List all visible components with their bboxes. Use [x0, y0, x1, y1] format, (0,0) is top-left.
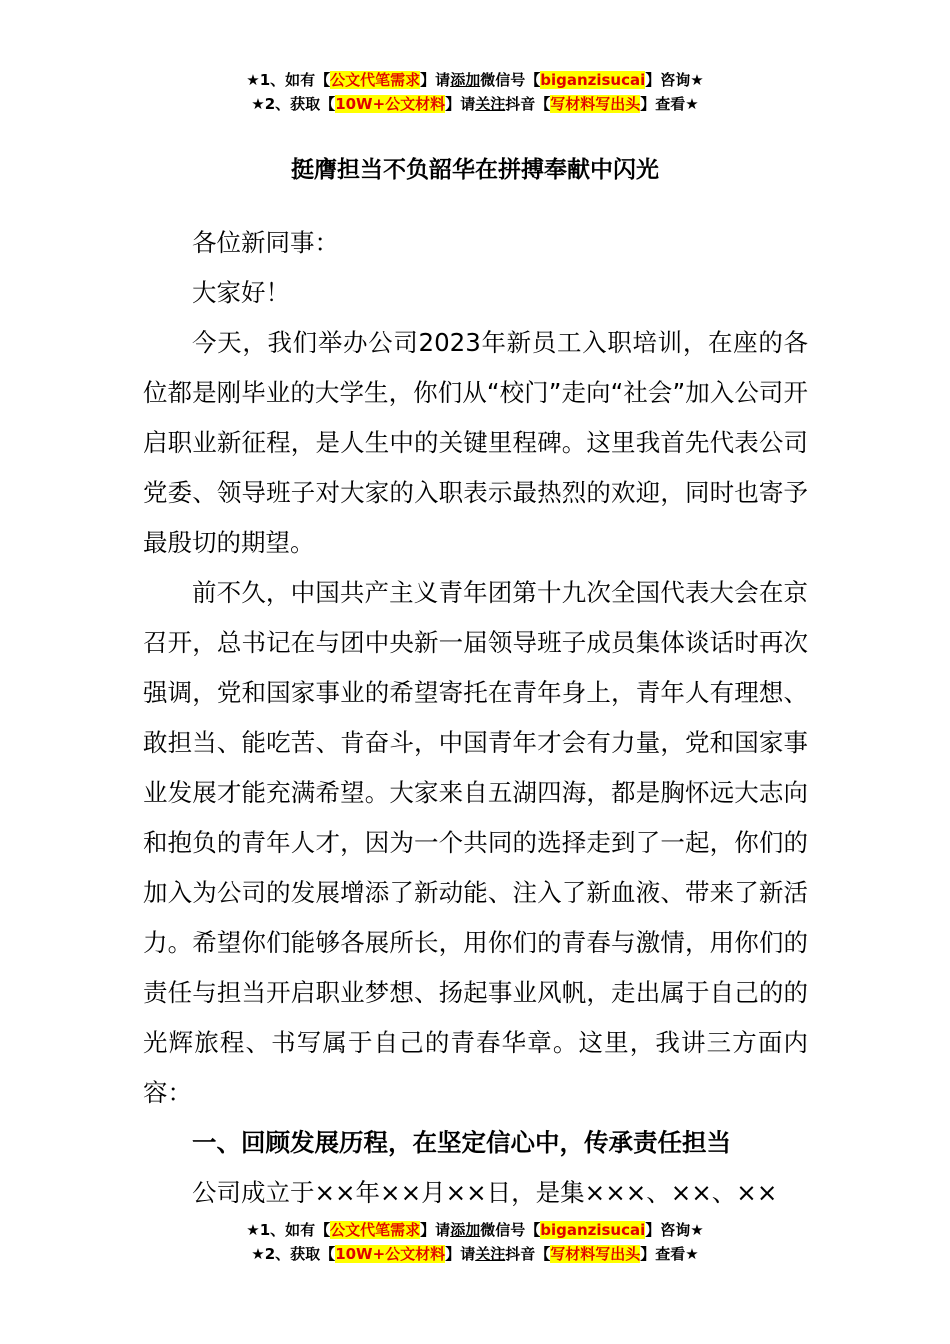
- promo-banner-top: [0, 68, 950, 116]
- promo-underline: 添加: [450, 1221, 481, 1239]
- promo-highlight: biganzisucai: [540, 71, 646, 89]
- promo-text: 抖音【: [505, 95, 551, 113]
- salutation: 各位新同事：: [192, 228, 339, 257]
- promo-text: ★2、获取【: [251, 1245, 336, 1263]
- promo-banner-bottom: [0, 1218, 950, 1266]
- document-body: [143, 218, 808, 1218]
- document-title: 挺膺担当不负韶华在拼搏奉献中闪光: [291, 157, 659, 183]
- promo-line-2: [0, 92, 950, 116]
- promo-underline: 关注: [475, 1245, 506, 1263]
- promo-highlight: 写材料写出头: [550, 1245, 641, 1263]
- promo-highlight: biganzisucai: [540, 1221, 646, 1239]
- promo-line-1: [0, 1218, 950, 1242]
- greeting: 大家好！: [192, 278, 290, 307]
- promo-text: 】查看★: [640, 1245, 699, 1263]
- section-heading: 一、回顾发展历程，在坚定信心中，传承责任担当: [192, 1128, 731, 1157]
- promo-underline: 关注: [475, 95, 506, 113]
- paragraph: 今天，我们举办公司2023年新员工入职培训，在座的各位都是刚毕业的大学生，你们从“校门”走向“社会”加入公司开启职业新征程，是人生中的关键里程碑。这里我首先代表公司党委、领导班子对大家的入职表示最热烈的欢迎，同时也寄予最殷切的期望。: [143, 328, 808, 557]
- promo-highlight: 公文代笔需求: [330, 71, 421, 89]
- promo-text: 】请: [445, 95, 476, 113]
- promo-highlight: 10W+公文材料: [335, 1245, 446, 1263]
- promo-line-2: [0, 1242, 950, 1266]
- promo-text: ★1、如有【: [246, 71, 331, 89]
- promo-highlight: 10W+公文材料: [335, 95, 446, 113]
- promo-text: ★1、如有【: [246, 1221, 331, 1239]
- promo-underline: 添加: [450, 71, 481, 89]
- promo-text: 】请: [420, 71, 451, 89]
- promo-text: 】咨询★: [645, 1221, 704, 1239]
- promo-text: 】请: [420, 1221, 451, 1239]
- promo-text: 微信号【: [480, 71, 541, 89]
- promo-text: ★2、获取【: [251, 95, 336, 113]
- promo-text: 】咨询★: [645, 71, 704, 89]
- promo-text: 抖音【: [505, 1245, 551, 1263]
- paragraph: 前不久，中国共产主义青年团第十九次全国代表大会在京召开，总书记在与团中央新一届领导班子成员集体谈话时再次强调，党和国家事业的希望寄托在青年身上，青年人有理想、敢担当、能吃苦、肯奋斗，中国青年才会有力量，党和国家事业发展才能充满希望。大家来自五湖四海，都是胸怀远大志向和抱负的青年人才，因为一个共同的选择走到了一起，你们的加入为公司的发展增添了新动能、注入了新血液、带来了新活力。希望你们能够各展所长，用你们的青春与激情，用你们的责任与担当开启职业梦想、扬起事业风帆，走出属于自己的的光辉旅程、书写属于自己的青春华章。这里，我讲三方面内容：: [143, 578, 808, 1107]
- promo-text: 微信号【: [480, 1221, 541, 1239]
- promo-highlight: 写材料写出头: [550, 95, 641, 113]
- promo-highlight: 公文代笔需求: [330, 1221, 421, 1239]
- paragraph: 公司成立于××年××月××日，是集×××、××、××: [192, 1178, 778, 1207]
- promo-line-1: [0, 68, 950, 92]
- promo-text: 】查看★: [640, 95, 699, 113]
- promo-text: 】请: [445, 1245, 476, 1263]
